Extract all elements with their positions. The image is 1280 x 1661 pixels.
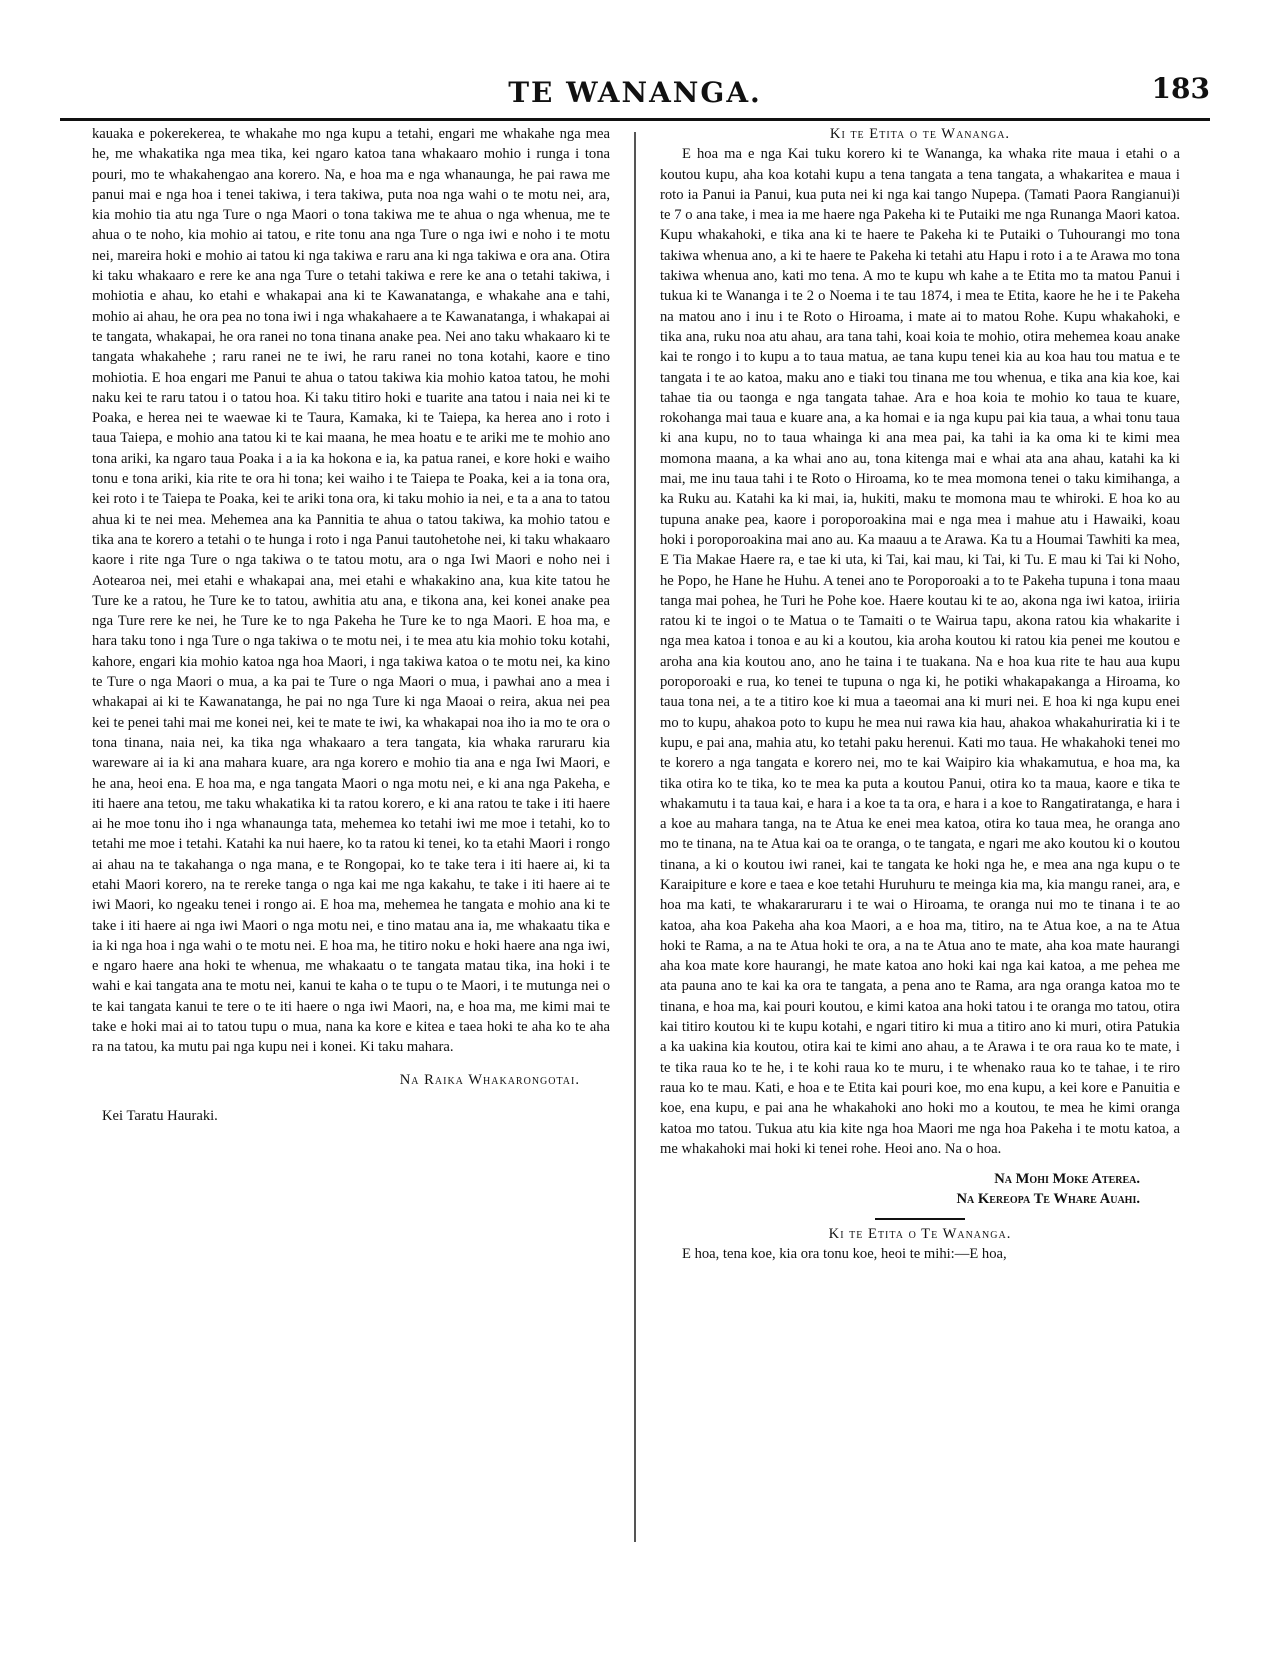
- letter1-signature-line1: Na Mohi Moke Aterea.: [994, 1171, 1140, 1188]
- left-column: [92, 124, 610, 1126]
- left-column-body: kauaka e pokerekerea, te whakahe mo nga kupu a tetahi, engari me whakahe nga mea he, me whakatika nga mea tika, kei ngaro katoa tana whakaaro mohio i runga i tona pouri, mo te whakahengao ana korero. Na, e hoa ma e nga whanaunga, he pai rawa me panui mai e nga hoa i tenei takiwa, i tera takiwa, puta noa nga wahi o te motu nei, ara, kia mohio tia atu nga Ture o nga Maori o tona takiwa me te ahua o nga whenua, me te ahua o te noho, kia mohio ai tatou, e rite tonu ana nga Ture o nga iwi e noho i te motu nei, mareira hoki e mohio ai tatou ki nga takiwa e raru ana ki nga takiwa e ora ana. Otira ki taku whakaaro e rere ke ana nga Ture o tetahi takiwa e rere ke ana o tetahi takiwa, i mohiotia e ahau, ko etahi e whakapai ana ki te Kawanatanga, e whakahe ana e tahi, mohio ai ahau, he ora pea no tona iwi i nga whakahaere a te Kawanatanga, i whakapai ai te tangata, whakapai, he ora ranei no tona tinana anake pea. Nei ano taku whakaaro ki te tangata whakahehe ; raru ranei ne te iwi, he raru ranei no tona kotahi, kaore e tino mohiotia. E hoa engari me Panui te ahua o tatou takiwa kia mohio katoa tatou, he mohi naku kei te raru tatou i o tatou hoa. Ki taku titiro hoki e tuarite ana tatou i naia nei ki te Poaka, e herea nei te waewae ki te Taura, Kamaka, ki te Taiepa, ka herea ano i roto i taua Taiepa, e mohio ana tatou ki te kai maana, he mea hoatu e te ariki me te mohio ano tona ariki, ka ngaro taua Poaka i a ia ka hokona e ia, ka patua ranei, e kore hoki e waiho tonu e tona ariki, kia rite te ora hi tona; kei waiho i te Taiepa te Poaka, kei a ia tona ora, kei roto i te Taiepa te Poaka, kei te ariki tona ora, ki taku mohio ia nei, e ta a ana to tatou ahua ki te nei mea. Mehemea ana ka Pannitia te ahua o tatou takiwa, ka mohio tatou e tika ana te korero a tetahi o te hunga i roto i nga Panui tautohetohe nei, ki taku whakaaro kaore i rite nga Ture o nga takiwa o te tatou motu, ara o nga Iwi Maori e noho nei i Aotearoa nei, mei etahi e whakapai ana, mei etahi e whakakino ana, kua kite tatou he Ture ke a ratou, he Ture ke to tatou, awhitia atu ana, e tikona ana, kei konei anake pea nga Ture rere ke nei, he Ture ke to nga Pakeha he Ture ke to nga Maori. E hoa ma, e hara taku tono i nga Ture o nga takiwa o te motu nei, i te mea atu kia mohio toku kotahi, kahore, engari kia mohio katoa nga hoa Maori, i nga takiwa katoa o te motu nei, ka kino te Ture o nga Maori o mua, a ka pai te Ture o nga Maori o mua, i pawhai ano a mea i whakapai ai ki te Kawanatanga, he pai no nga Ture ki nga Maoai o reira, akua nei pea kei te penei tahi mai me konei nei, kei te mate te iwi, ka whakapai noa iho ia mo te ora o tona tinana, naia nei, ka tika nga whakaaro a tera tangata, kia whaka raruraru kia wareware ai ia ki ana mahara kuare, ara nga korero e mohio tia ana e nga Iwi Maori, e he ana, heoi ena. E hoa ma, e nga tangata Maori o nga motu nei, e ki ana nga Pakeha, e iti haere ana tetou, me taku whakatika ki ta ratou korero, e ki ana ratou te take i iti haere ai he moe tonu iho i nga whanaunga tata, mehemea ko tetahi iwi me moe i tetahi, ko to tetahi me moe i tetahi. Katahi ka nui haere, ko ta ratou ki tenei, ko ta etahi Maori i rongo ai ahau na te takahanga o nga mana, e te Rongopai, ko te take tera i iti haere ai, ki ta etahi Maori korero, na te rereke tanga o nga kai me nga kakahu, te take i iti haere ai te iwi Maori, ko ngeaku tenei i rongo ai. E hoa ma, mehemea he tangata e mohio ana ki te take i iti haere ai nga iwi Maori o nga motu nei, e tino matau ana ia, me whakaatu tika e ia ki nga hoa i nga wahi o te motu nei. E hoa ma, he titiro noku e hoki haere ana nga iwi, e ngaro haere ana hoki te whenua, me whakaatu o te tangata matau tika, ina hoki i te wahi e kai tangata ana te motu nei, kanui te kaha o te tupu o te Maori, i te mutunga nei o te kai tangata kanui te tere o te iti haere o nga iwi Maori, na, e hoa ma, me kimi mai te take e hoki mai ai to tatou tupu o mua, nana ka kore e kitea e taea hoki te aha ko te aha ra na tatou, ka mutu pai nga kupu nei i konei. Ki taku mahara.: [92, 126, 610, 1056]
- letter1-heading: Ki te Etita o te Wananga.: [829, 126, 1011, 142]
- newspaper-title: TE WANANGA.: [508, 76, 762, 109]
- left-place-line: Kei Taratu Hauraki.: [102, 1107, 218, 1124]
- column-separator: [634, 132, 636, 1542]
- page-number: 183: [1151, 72, 1210, 105]
- section-divider: [875, 1218, 965, 1220]
- right-column: [660, 124, 1180, 1264]
- letter2-heading: Ki te Etita o Te Wananga.: [828, 1225, 1012, 1242]
- letter2-opening: E hoa, tena koe, kia ora tonu koe, heoi te mihi:—E hoa,: [682, 1246, 1007, 1263]
- page-header: [60, 72, 1210, 114]
- header-rule: [60, 118, 1210, 121]
- left-signature: Na Raika Whakarongotai.: [399, 1071, 580, 1088]
- letter1-signature-line2: Na Kereopa Te Whare Auahi.: [956, 1191, 1140, 1208]
- letter1-body: E hoa ma e nga Kai tuku korero ki te Wananga, ka whaka rite maua i etahi o a koutou kupu, aha koa kotahi kupu a tena tangata a tena tangata, a whakaritea e maua i roto ia Panui ia Panui, kua puta nei ki nga kai tango Nupepa. (Tamati Paora Rangianui)i te 7 o ana take, i mea ia me haere nga Pakeha ki te Putaiki me nga Runanga Maori katoa. Kupu whakahoki, e tika ana ki te haere te Pakeha ki te Putaiki o Tuhourangi mo tona takiwa whenua ano, a ki te haere te Pakeha ki tetahi atu Hapu i roto i a te Arawa mo tona takiwa whenua ano, kati mo tena. A mo te kupu wh kahe a te Etita mo ta matou Panui i tukua ki te Wananga i te 2 o Noema i te tau 1874, i mea te Etita, kaore he he i te Pakeha na matou ano i inu i te Roto o Hiroama, i mate ai to matou Rohe. Kupu whakahoki, e tika ana, ruku noa atu ahau, ara tana tahi, koai koia te mohio, otira mehemea koau anake kai te rongo i to kupu a to taua matua, ae tana kupu tenei kia au koa hau tou matua e te tangata i te ao katoa, maku ano e tiaki tou tinana me tou whenua, e tika ana kia koe, kai tahae tia ou taonga e nga tangata tahae. Ara e hoa koia te mohio ko taua te kuare, rokohanga mai taua e kuare ana, a ka homai e ia nga kupu pai kia taua, a whai tonu taua ki ana kupu, no to taua whainga ki ana mea pai, ka tahi ia ka oma ki te kimi mea momona maana, a ka whai ano au, tona kitenga mai e whai ata ana ahau, katahi ka ki mai, me inu taua tahi i te Roto o Hiroama, ko te mea momona tenei o taku kimihanga, a ka Ruku au. Katahi ka ki mai, ia, hukiti, maku te momona mau te whiroki. E hoa ko au tupuna anake pea, kaore i poroporoakina mai e nga mea i mahue atu i Hawaiki, koau hoki i poroporoakina mai ano au. Ka maauu a te Arawa. Ka tu a Houmai Tawhiti ka mea, E Tia Makae Haere ra, e tae ki uta, ki Tai, kai mau, ki Tai, ki Tu. E mau ki Tai ki Noho, he Popo, he Hane he Huhu. A tenei ano te Poroporoaki a to te Pakeha tupuna i tona maau tanga mai pohea, he Turi he Pohe koe. Haere koutau ki te ao, akona nga iwi katoa, iriiria ratou ki te ingoi o te Matua o te Tamaiti o te Wairua tapu, akona ratou kia whakarite i nga mea katoa i tonoa e au ki a koutou, kia aroha koutou ki ratou kia penei me koutou e aroha ana kia koutou ano, ano he taina i te tuakana. Na e hoa kua rite te hau aua kupu poroporoaki e rua, ko tenei te tupuna o nga ki, he potiki whakapakanga a Hiroama, ko taua tona nei, a te a titiro koe ki mua a taeomai ana ki muri nei. E hoa ki nga kupu enei mo to kupu, ahakoa poto to kupu he mea nui rawa kia hau, ahakoa whakahuriratia ki i te kupu, e pai ana, mahia atu, ko tetahi paku herenui. Kati mo taua. He whakahoki tenei mo te korero a nga tangata e korero nei, mo te kai Waipiro kia whakamutua, e hoa ma, ka tika otira ko te tika, ko te mea ka puta a koutou Panui, otira ko ta maua, kaore e tika te whakamutu i ta taua kai, e hara i a koe ta ta ora, e hara i a koe to Rangatiratanga, e hara i a koe au mahara tanga, na te Atua ke enei mea katoa, otira ko taua mea, he oranga ano mo te tinana, na te Atua kai oa te oranga, o te tangata, e ngari me ako koutou ki o koutou tinana, a ki o koutou iwi ranei, kai te tangata ke hoki nga he, e mea ana nga kupu o te Karaipiture e kore e taea e koe tetahi Huruhuru te meinga kia ma, kia mangu ranei, ara, e hoa ma kati, te whakararuraru i te wai o Hiroama, te oranga nui mo te tinana i te ao katoa, aha koa Pakeha aha koa Maori, a e hoa ma, titiro, na te Atua koe, a na te Atua hoki te Rama, a na te Atua hoki te ora, a na te Atua ano te mate, aha koa mate haurangi aha koa mate kore haurangi, he mate katoa ano hoki kai nga kai katoa, a me pehea me ata pauna ano te kai ka ora te tangata, a pena ano te Rama, ara nga oranga katoa mo te tinana, e hoa ma, kai pouri koutou, e kimi katoa ana hoki tatou i te oranga mo tatou, otira kai titiro koutou ki te kupu kotahi, e ngari titiro ki mua a titiro ano ki muri, otira Patukia a ka uakina kia koutou, otira kai te kimi ano ahau, a te Arawa i te ora raua ko te mate, i te tika raua ko te he, i te kohi raua ko te muru, i te whenako raua ko te tahae, i te riro raua ko te mau. Kati, e hoa e te Etita kai pouri koe, mo ena kupu, a kei kore e Panuitia e koe, ena kupu, e pai ana he whakahoki ano hoki mo a koutou, te mea he kimi oranga katoa mo tatou. Tukua atu kia kite nga hoa Maori me nga hoa Pakeha i te motu katoa, a me whakahoki mai hoki ki tenei rohe. Heoi ano. Na o hoa.: [660, 146, 1180, 1157]
